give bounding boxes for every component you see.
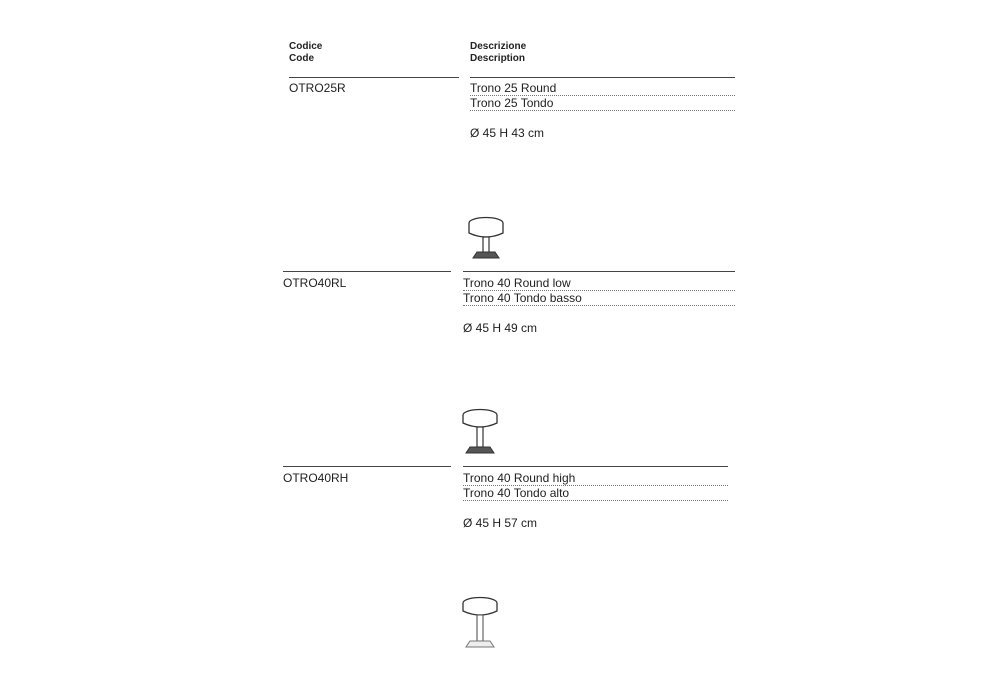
product-name-it-1: Trono 25 Tondo xyxy=(470,96,554,110)
stool-drawing-1 xyxy=(464,214,508,262)
product-code-2: OTRO40RL xyxy=(283,276,347,290)
product-code-3: OTRO40RH xyxy=(283,471,349,485)
description-header-it: Descrizione xyxy=(470,41,527,52)
product-name-en-3: Trono 40 Round high xyxy=(463,471,576,485)
description-header xyxy=(470,41,526,65)
product-name-en-1: Trono 25 Round xyxy=(470,81,557,95)
dotted-divider-3b xyxy=(463,500,728,501)
product-name-en-2: Trono 40 Round low xyxy=(463,276,571,290)
product-name-it-2: Trono 40 Tondo basso xyxy=(463,291,582,305)
description-rule-2 xyxy=(463,271,735,272)
description-rule-1 xyxy=(470,77,735,78)
code-header xyxy=(289,41,322,65)
dotted-divider-2b xyxy=(463,305,735,306)
dotted-divider-1b xyxy=(470,110,735,111)
product-code-1: OTRO25R xyxy=(289,81,346,95)
description-header-en: Description xyxy=(470,53,526,64)
code-rule-1 xyxy=(289,77,459,78)
stool-drawing-2 xyxy=(458,406,502,456)
stool-drawing-3 xyxy=(458,594,502,650)
code-rule-2 xyxy=(283,271,451,272)
product-dimensions-3: Ø 45 H 57 cm xyxy=(463,516,538,530)
product-name-it-3: Trono 40 Tondo alto xyxy=(463,486,570,500)
product-dimensions-1: Ø 45 H 43 cm xyxy=(470,126,545,140)
code-header-it: Codice xyxy=(289,41,323,52)
description-rule-3 xyxy=(463,466,728,467)
code-header-en: Code xyxy=(289,53,314,64)
code-rule-3 xyxy=(283,466,451,467)
product-dimensions-2: Ø 45 H 49 cm xyxy=(463,321,538,335)
